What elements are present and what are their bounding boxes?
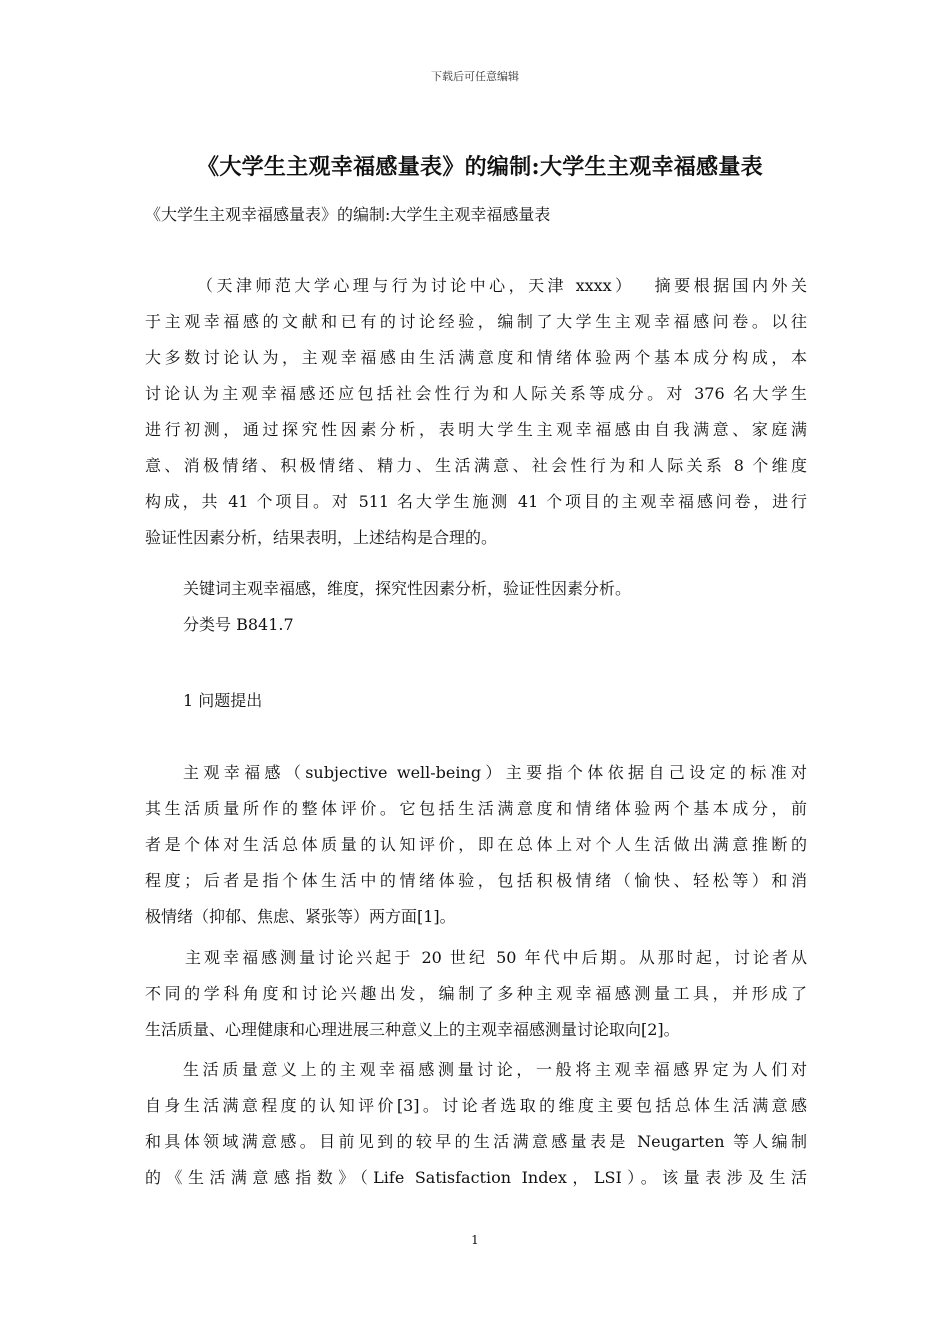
abstract-line: 意、消极情绪、积极情绪、精力、生活满意、社会性行为和人际关系 8 个维度	[145, 456, 807, 475]
keywords: 关键词主观幸福感，维度，探究性因素分析，验证性因素分析。	[183, 579, 632, 598]
abstract-line: 于主观幸福感的文献和已有的讨论经验，编制了大学生主观幸福感问卷。以往	[145, 312, 807, 331]
header-note: 下载后可任意编辑	[431, 70, 519, 83]
abstract-line: 大多数讨论认为，主观幸福感由生活满意度和情绪体验两个基本成分构成，本	[145, 348, 807, 367]
paragraph-line: 自身生活满意程度的认知评价[3]。讨论者选取的维度主要包括总体生活满意感	[145, 1096, 807, 1115]
section-heading: 1 问题提出	[183, 691, 263, 710]
abstract-line: 讨论认为主观幸福感还应包括社会性行为和人际关系等成分。对 376 名大学生	[145, 384, 807, 403]
paragraph-line: 者是个体对生活总体质量的认知评价，即在总体上对个人生活做出满意推断的	[145, 835, 807, 854]
body-paragraph	[145, 940, 807, 1048]
paragraph-line: 程度；后者是指个体生活中的情绪体验，包括积极情绪（愉快、轻松等）和消	[145, 871, 807, 890]
document-title: 《大学生主观幸福感量表》的编制:大学生主观幸福感量表	[197, 154, 763, 180]
document-subtitle: 《大学生主观幸福感量表》的编制:大学生主观幸福感量表	[145, 205, 551, 224]
paragraph-line: 其生活质量所作的整体评价。它包括生活满意度和情绪体验两个基本成分，前	[145, 799, 807, 818]
paragraph-line: 极情绪（抑郁、焦虑、紧张等）两方面[1]。	[145, 907, 456, 926]
abstract-line: 构成，共 41 个项目。对 511 名大学生施测 41 个项目的主观幸福感问卷，进行	[145, 492, 807, 511]
paragraph-line: 主观幸福感（subjective well-being）主要指个体依据自己设定的标准对	[183, 763, 807, 782]
paragraph-line: 主观幸福感测量讨论兴起于 20 世纪 50 年代中后期。从那时起，讨论者从	[185, 948, 807, 967]
paragraph-line: 生活质量意义上的主观幸福感测量讨论，一般将主观幸福感界定为人们对	[183, 1060, 807, 1079]
paragraph-line: 生活质量、心理健康和心理进展三种意义上的主观幸福感测量讨论取向[2]。	[145, 1020, 680, 1039]
page-number: 1	[471, 1233, 479, 1247]
classification-number: 分类号 B841.7	[183, 615, 294, 634]
abstract-paragraph	[145, 268, 807, 556]
paragraph-line: 的《生活满意感指数》（Life Satisfaction Index，LSI）。该量表涉及生活	[145, 1168, 807, 1187]
abstract-line: （天津师范大学心理与行为讨论中心，天津 xxxx） 摘要根据国内外关	[197, 276, 807, 295]
body-paragraph	[145, 1052, 807, 1196]
abstract-line: 进行初测，通过探究性因素分析，表明大学生主观幸福感由自我满意、家庭满	[145, 420, 807, 439]
abstract-line: 验证性因素分析，结果表明，上述结构是合理的。	[145, 528, 498, 547]
paragraph-line: 不同的学科角度和讨论兴趣出发，编制了多种主观幸福感测量工具，并形成了	[145, 984, 807, 1003]
body-paragraph	[145, 755, 807, 935]
paragraph-line: 和具体领域满意感。目前见到的较早的生活满意感量表是 Neugarten 等人编制	[145, 1132, 807, 1151]
